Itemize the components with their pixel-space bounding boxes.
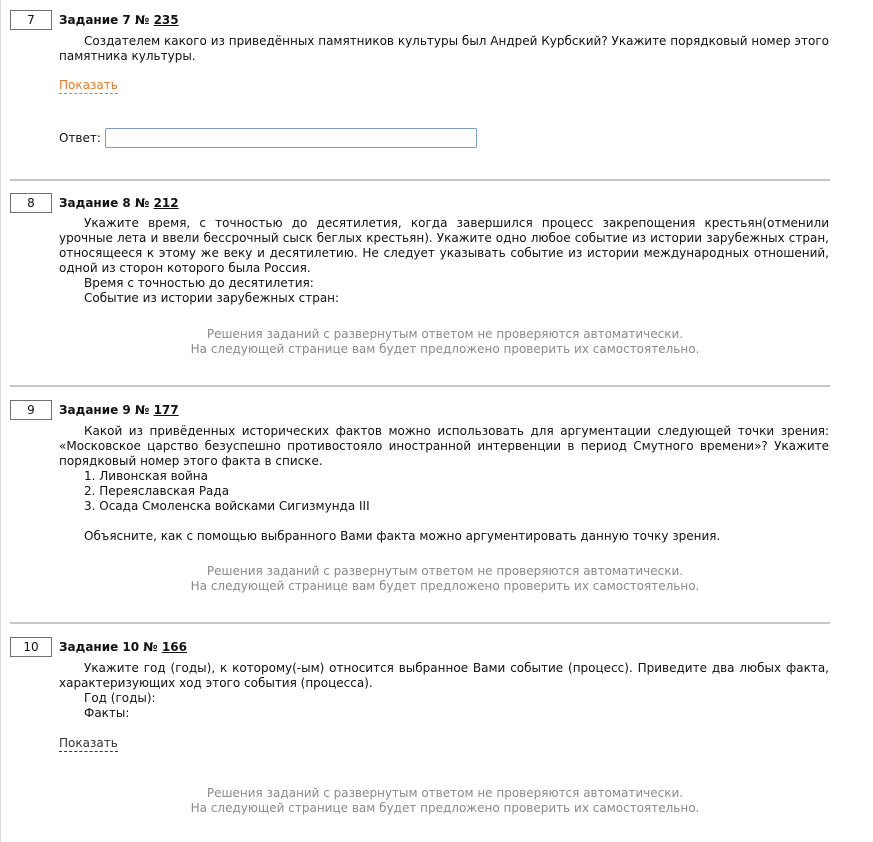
task-id-link[interactable]: 166 xyxy=(161,640,187,654)
task-separator xyxy=(10,179,830,181)
answer-prompt-time: Время с точностью до десятилетия: xyxy=(84,276,314,290)
task-id-link[interactable]: 212 xyxy=(153,196,179,210)
self-check-note: На следующей странице вам будет предложено проверить их самостоятельно. xyxy=(190,342,700,356)
show-solution-link[interactable]: Показать xyxy=(59,78,118,92)
show-solution-link[interactable]: Показать xyxy=(59,736,118,750)
task-title xyxy=(59,640,187,655)
self-check-note: На следующей странице вам будет предложено проверить их самостоятельно. xyxy=(190,801,700,815)
task-text: Укажите время, с точностью до десятилетия, когда завершился процесс закрепощения крестьян(отменили урочные лета и ввели бессрочный сыск беглых крестьян). Укажите одно любое событие из истории зарубежных стран, относящееся к этому же веку и десятилетию. Не следует указывать событие из истории международных отношений, одной из сторон которого была Россия. xyxy=(59,216,829,275)
task-number-box: 7 xyxy=(10,10,52,30)
answer-prompt-facts: Факты: xyxy=(84,706,130,720)
task-number-box: 8 xyxy=(10,193,52,213)
task-title-text: Задание 10 № xyxy=(59,640,162,654)
auto-check-note: Решения заданий с развернутым ответом не проверяются автоматически. xyxy=(206,327,684,341)
answer-input[interactable] xyxy=(105,128,477,148)
explain-prompt: Объясните, как с помощью выбранного Вами факта можно аргументировать данную точку зрения. xyxy=(84,529,721,543)
answer-prompt-event: Событие из истории зарубежных стран: xyxy=(84,291,340,305)
task-separator xyxy=(10,622,830,624)
task-text: Какой из привёденных исторических фактов можно использовать для аргументации следующей точки зрения: «Московское царство безуспешно противостояло иностранной интервенции в период Смутного времени»? Укажите порядковый номер этого факта в списке. xyxy=(59,424,829,468)
task-id-link[interactable]: 177 xyxy=(153,403,179,417)
self-check-note: На следующей странице вам будет предложено проверить их самостоятельно. xyxy=(190,579,700,593)
auto-check-note: Решения заданий с развернутым ответом не проверяются автоматически. xyxy=(206,786,684,800)
task-text: Укажите год (годы), к которому(-ым) относится выбранное Вами событие (процесс). Приведите два любых факта, характеризующих ход этого события (процесса). xyxy=(59,661,829,690)
task-title-text: Задание 9 № xyxy=(59,403,154,417)
page-left-border xyxy=(0,0,1,842)
task-title-text: Задание 8 № xyxy=(59,196,154,210)
task-title xyxy=(59,13,179,28)
task-title xyxy=(59,196,179,211)
task-id-link[interactable]: 235 xyxy=(153,13,179,27)
task-separator xyxy=(10,385,830,387)
list-item: 3. Осада Смоленска войсками Сигизмунда III xyxy=(84,499,370,513)
task-number-box: 9 xyxy=(10,400,52,420)
task-title xyxy=(59,403,179,418)
list-item: 2. Переяславская Рада xyxy=(84,484,230,498)
auto-check-note: Решения заданий с развернутым ответом не проверяются автоматически. xyxy=(206,564,684,578)
task-text: Создателем какого из приведённых памятников культуры был Андрей Курбский? Укажите порядковый номер этого памятника культуры. xyxy=(59,34,829,63)
list-item: 1. Ливонская война xyxy=(84,469,208,483)
answer-prompt-year: Год (годы): xyxy=(84,691,156,705)
answer-label: Ответ: xyxy=(59,131,101,145)
task-number-box: 10 xyxy=(10,637,52,657)
task-title-text: Задание 7 № xyxy=(59,13,154,27)
